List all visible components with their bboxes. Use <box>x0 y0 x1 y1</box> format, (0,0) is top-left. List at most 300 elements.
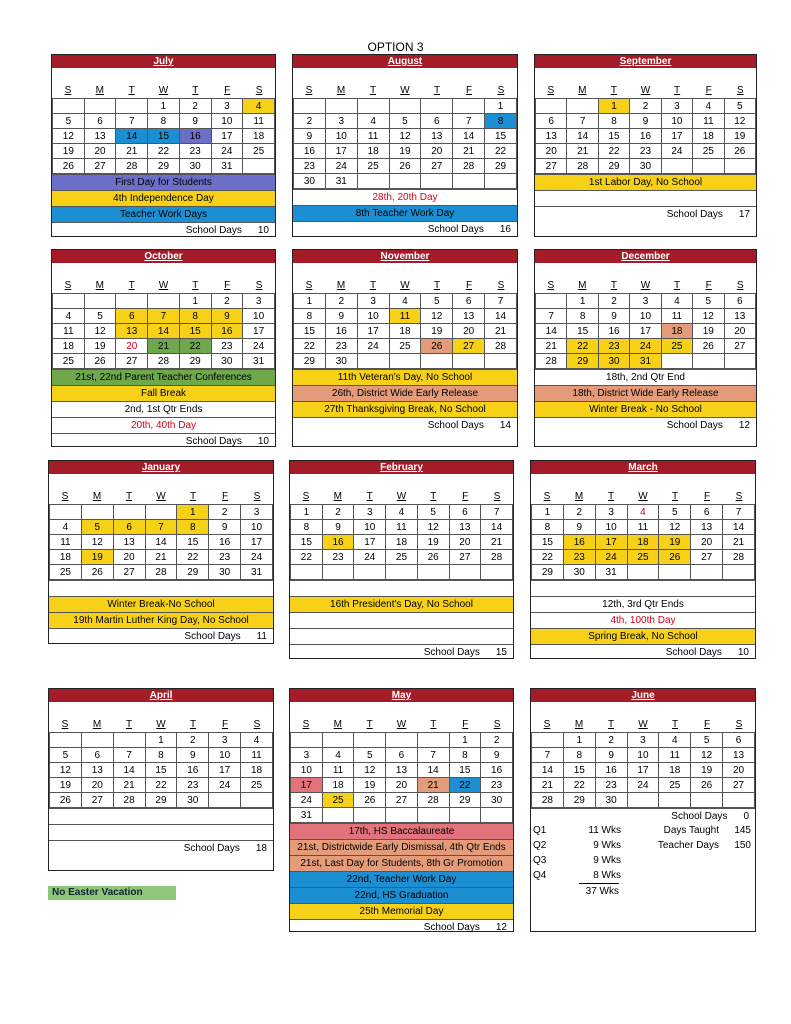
empty-cell <box>84 99 116 114</box>
day-cell: 15 <box>177 535 209 550</box>
day-cell: 19 <box>354 778 386 793</box>
day-cell: 28 <box>145 565 177 580</box>
day-cell: 22 <box>145 778 177 793</box>
day-cell: 12 <box>417 520 449 535</box>
day-cell: 31 <box>595 565 627 580</box>
day-cell: 1 <box>294 294 326 309</box>
day-cell: 21 <box>723 535 755 550</box>
school-days-label: School Days <box>666 420 723 431</box>
empty-cell <box>294 99 326 114</box>
day-cell: 2 <box>322 505 354 520</box>
calendar-grid <box>52 293 275 369</box>
weekday-label: T <box>607 719 615 730</box>
school-days-row <box>535 206 756 221</box>
school-days-label: School Days <box>665 647 722 658</box>
empty-cell <box>322 808 354 823</box>
school-days-row <box>49 628 273 643</box>
event-note: 26th, District Wide Early Release <box>293 385 517 401</box>
school-days-row <box>49 840 273 855</box>
day-cell: 23 <box>595 778 627 793</box>
day-cell: 3 <box>243 294 275 309</box>
weekday-header <box>49 490 273 504</box>
weekday-label: T <box>610 85 617 96</box>
weekday-label: T <box>128 280 135 291</box>
weekday-label: T <box>674 280 681 291</box>
empty-cell <box>209 793 241 808</box>
weekday-label: T <box>128 85 135 96</box>
month-july <box>51 54 276 237</box>
event-note <box>49 808 273 824</box>
day-cell: 6 <box>536 114 567 129</box>
day-cell: 12 <box>421 309 453 324</box>
day-cell: 11 <box>389 309 421 324</box>
day-cell: 14 <box>113 763 145 778</box>
event-note: 21st, Districtwide Early Dismissal, 4th Qtr Ends <box>290 839 513 855</box>
day-cell: 14 <box>532 763 564 778</box>
day-cell: 19 <box>84 339 116 354</box>
empty-cell <box>243 159 275 174</box>
weekday-header <box>535 279 756 293</box>
day-cell: 21 <box>481 535 513 550</box>
weekday-label: S <box>64 280 72 291</box>
day-cell: 18 <box>322 778 354 793</box>
day-cell: 20 <box>386 778 418 793</box>
day-cell: 2 <box>294 114 326 129</box>
day-cell: 21 <box>532 778 564 793</box>
day-cell: 2 <box>595 733 627 748</box>
day-cell: 17 <box>291 778 323 793</box>
day-cell: 30 <box>598 354 629 369</box>
day-cell: 31 <box>243 354 275 369</box>
easter-note: No Easter Vacation <box>48 886 176 900</box>
day-cell: 22 <box>179 339 211 354</box>
month-may <box>289 688 514 932</box>
month-header: February <box>290 461 513 474</box>
day-cell: 10 <box>211 114 243 129</box>
day-cell: 16 <box>481 763 513 778</box>
day-cell: 1 <box>291 505 323 520</box>
day-cell: 29 <box>485 159 517 174</box>
event-note <box>290 580 513 596</box>
day-cell: 10 <box>243 309 275 324</box>
empty-cell <box>421 99 453 114</box>
empty-cell <box>659 793 691 808</box>
day-cell: 13 <box>453 309 485 324</box>
event-note: 16th President's Day, No School <box>290 596 513 612</box>
day-cell: 13 <box>81 763 113 778</box>
weekday-label: S <box>493 719 501 730</box>
day-cell: 9 <box>294 129 326 144</box>
day-cell: 27 <box>723 778 755 793</box>
day-cell: 19 <box>659 535 691 550</box>
day-cell: 2 <box>179 99 211 114</box>
weekday-label: T <box>366 719 373 730</box>
day-cell: 22 <box>485 144 517 159</box>
quarter-label: Q1 <box>533 825 547 836</box>
day-cell: 25 <box>243 144 275 159</box>
empty-cell <box>532 733 564 748</box>
day-cell: 4 <box>693 99 724 114</box>
day-cell: 17 <box>595 535 627 550</box>
day-cell: 16 <box>177 763 209 778</box>
day-cell: 10 <box>595 520 627 535</box>
day-cell: 4 <box>322 748 354 763</box>
weekday-label: W <box>156 491 166 502</box>
day-cell: 27 <box>386 793 418 808</box>
day-cell: 14 <box>116 129 148 144</box>
event-note: 4th, 100th Day <box>531 612 755 628</box>
empty-cell <box>449 565 481 580</box>
day-cell: 7 <box>536 309 567 324</box>
school-days-value: 0 <box>743 811 749 822</box>
day-cell: 9 <box>179 114 211 129</box>
day-cell: 26 <box>50 793 82 808</box>
weekday-label: M <box>92 719 102 730</box>
day-cell: 11 <box>241 748 273 763</box>
day-cell: 11 <box>386 520 418 535</box>
weekday-label: T <box>192 85 199 96</box>
day-cell: 20 <box>691 535 723 550</box>
event-note: Spring Break, No School <box>531 628 755 644</box>
school-days-label: School Days <box>185 436 242 447</box>
day-cell: 16 <box>563 535 595 550</box>
day-cell: 22 <box>449 778 481 793</box>
weekday-label: W <box>156 719 166 730</box>
weekday-label: S <box>302 719 310 730</box>
day-cell: 7 <box>453 114 485 129</box>
day-cell: 12 <box>659 520 691 535</box>
day-cell: 30 <box>179 159 211 174</box>
day-cell: 28 <box>567 159 598 174</box>
day-cell: 23 <box>209 550 241 565</box>
weekday-label: F <box>705 85 712 96</box>
day-cell: 18 <box>661 324 692 339</box>
event-note: Winter Break - No School <box>535 401 756 417</box>
weekday-label: S <box>305 280 313 291</box>
month-header: April <box>49 689 273 702</box>
day-cell: 7 <box>532 748 564 763</box>
day-cell: 2 <box>598 294 629 309</box>
weekday-label: M <box>574 719 584 730</box>
weekday-label: T <box>607 491 615 502</box>
school-days-row <box>290 644 513 659</box>
day-cell: 6 <box>453 294 485 309</box>
weekday-label: T <box>189 491 197 502</box>
month-header: September <box>535 55 756 68</box>
weekday-label: W <box>158 280 169 291</box>
day-cell: 19 <box>421 324 453 339</box>
day-cell: 22 <box>567 339 598 354</box>
weekday-label: S <box>305 85 313 96</box>
day-cell: 20 <box>449 535 481 550</box>
day-cell: 24 <box>595 550 627 565</box>
day-cell: 4 <box>659 733 691 748</box>
day-cell: 24 <box>211 144 243 159</box>
day-cell: 12 <box>53 129 85 144</box>
day-cell: 4 <box>50 520 82 535</box>
empty-cell <box>116 294 148 309</box>
day-cell: 16 <box>595 763 627 778</box>
day-cell: 4 <box>53 309 85 324</box>
day-cell: 21 <box>116 144 148 159</box>
weekday-label: F <box>462 719 469 730</box>
day-cell: 6 <box>723 733 755 748</box>
day-cell: 20 <box>116 339 148 354</box>
day-cell: 11 <box>357 129 389 144</box>
weekday-label: S <box>547 85 555 96</box>
day-cell: 22 <box>148 144 180 159</box>
weekday-label: T <box>125 719 133 730</box>
day-cell: 25 <box>53 354 85 369</box>
day-cell: 18 <box>53 339 85 354</box>
day-cell: 1 <box>177 505 209 520</box>
empty-cell <box>417 808 449 823</box>
day-cell: 20 <box>84 144 116 159</box>
empty-cell <box>241 793 273 808</box>
event-note: 20th, 40th Day <box>52 417 275 433</box>
day-cell: 16 <box>294 144 326 159</box>
day-cell: 9 <box>322 520 354 535</box>
weekday-label: S <box>735 719 743 730</box>
day-cell: 22 <box>177 550 209 565</box>
day-cell: 19 <box>724 129 755 144</box>
day-cell: 30 <box>595 793 627 808</box>
empty-cell <box>693 159 724 174</box>
day-cell: 20 <box>724 324 755 339</box>
day-cell: 15 <box>148 129 180 144</box>
month-january <box>48 460 274 644</box>
day-cell: 24 <box>209 778 241 793</box>
day-cell: 14 <box>417 763 449 778</box>
day-cell: 14 <box>567 129 598 144</box>
day-cell: 5 <box>691 733 723 748</box>
day-cell: 29 <box>567 354 598 369</box>
calendar-grid <box>531 504 755 580</box>
days-taught-label: Days Taught <box>663 825 719 836</box>
day-cell: 1 <box>563 733 595 748</box>
day-cell: 16 <box>179 129 211 144</box>
empty-cell <box>724 354 755 369</box>
month-header: November <box>293 250 517 263</box>
day-cell: 30 <box>177 793 209 808</box>
empty-cell <box>386 565 418 580</box>
weekday-label: M <box>95 85 104 96</box>
month-june <box>530 688 756 932</box>
page-title: OPTION 3 <box>367 40 424 54</box>
school-days-label: School Days <box>666 209 723 220</box>
day-cell: 29 <box>145 793 177 808</box>
day-cell: 26 <box>53 159 85 174</box>
day-cell: 21 <box>148 339 180 354</box>
day-cell: 13 <box>723 748 755 763</box>
event-note: 28th, 20th Day <box>293 189 517 205</box>
day-cell: 25 <box>389 339 421 354</box>
day-cell: 7 <box>567 114 598 129</box>
weekday-label: T <box>430 491 437 502</box>
day-cell: 1 <box>145 733 177 748</box>
day-cell: 27 <box>116 354 148 369</box>
day-cell: 22 <box>563 778 595 793</box>
day-cell: 3 <box>357 294 389 309</box>
calendar-grid <box>52 98 275 174</box>
school-days-row <box>293 221 517 236</box>
school-days-label: School Days <box>427 224 484 235</box>
day-cell: 19 <box>389 144 421 159</box>
day-cell: 13 <box>449 520 481 535</box>
day-cell: 6 <box>724 294 755 309</box>
day-cell: 3 <box>291 748 323 763</box>
day-cell: 15 <box>598 129 629 144</box>
weekday-label: F <box>224 280 231 291</box>
empty-cell <box>322 565 354 580</box>
weekday-label: S <box>255 280 263 291</box>
day-cell: 30 <box>563 565 595 580</box>
weekday-header <box>531 718 755 732</box>
day-cell: 17 <box>211 129 243 144</box>
day-cell: 10 <box>661 114 692 129</box>
day-cell: 3 <box>209 733 241 748</box>
day-cell: 16 <box>322 535 354 550</box>
day-cell: 9 <box>630 114 661 129</box>
day-cell: 16 <box>598 324 629 339</box>
empty-cell <box>148 294 180 309</box>
event-note: 8th Teacher Work Day <box>293 205 517 221</box>
day-cell: 7 <box>723 505 755 520</box>
weekday-label: F <box>224 85 231 96</box>
day-cell: 11 <box>659 748 691 763</box>
day-cell: 20 <box>536 144 567 159</box>
day-cell: 17 <box>354 535 386 550</box>
day-cell: 17 <box>241 535 273 550</box>
empty-cell <box>291 565 323 580</box>
day-cell: 8 <box>179 309 211 324</box>
day-cell: 8 <box>145 748 177 763</box>
day-cell: 19 <box>53 144 85 159</box>
day-cell: 29 <box>598 159 629 174</box>
day-cell: 12 <box>691 748 723 763</box>
day-cell: 23 <box>563 550 595 565</box>
day-cell: 23 <box>325 339 357 354</box>
day-cell: 31 <box>325 174 357 189</box>
day-cell: 17 <box>209 763 241 778</box>
day-cell: 29 <box>179 354 211 369</box>
day-cell: 18 <box>693 129 724 144</box>
empty-cell <box>481 808 513 823</box>
empty-cell <box>386 733 418 748</box>
day-cell: 8 <box>563 748 595 763</box>
weekday-label: W <box>400 280 410 291</box>
empty-cell <box>453 99 485 114</box>
weekday-label: S <box>255 85 263 96</box>
weekday-header <box>535 84 756 98</box>
event-note <box>531 580 755 596</box>
day-cell: 29 <box>532 565 564 580</box>
day-cell: 4 <box>243 99 275 114</box>
weekday-label: T <box>189 719 197 730</box>
empty-cell <box>354 565 386 580</box>
empty-cell <box>50 505 82 520</box>
day-cell: 5 <box>389 114 421 129</box>
day-cell: 11 <box>627 520 659 535</box>
day-cell: 13 <box>113 535 145 550</box>
event-note <box>535 190 756 206</box>
day-cell: 8 <box>148 114 180 129</box>
teacher-days-label: Teacher Days <box>657 840 719 851</box>
day-cell: 13 <box>536 129 567 144</box>
quarter-row <box>531 823 755 838</box>
day-cell: 25 <box>627 550 659 565</box>
event-note: 17th, HS Baccalaureate <box>290 823 513 839</box>
day-cell: 28 <box>116 159 148 174</box>
day-cell: 5 <box>50 748 82 763</box>
day-cell: 18 <box>389 324 421 339</box>
day-cell: 19 <box>691 763 723 778</box>
day-cell: 30 <box>294 174 326 189</box>
day-cell: 6 <box>81 748 113 763</box>
day-cell: 9 <box>563 520 595 535</box>
day-cell: 17 <box>357 324 389 339</box>
weekday-label: S <box>547 280 555 291</box>
empty-cell <box>53 294 85 309</box>
month-september <box>534 54 757 237</box>
day-cell: 19 <box>693 324 724 339</box>
weekday-label: S <box>497 85 505 96</box>
calendar-grid <box>290 732 513 823</box>
day-cell: 15 <box>145 763 177 778</box>
day-cell: 3 <box>241 505 273 520</box>
school-days-row <box>531 644 755 659</box>
day-cell: 1 <box>179 294 211 309</box>
school-days-label: School Days <box>184 631 241 642</box>
day-cell: 21 <box>453 144 485 159</box>
day-cell: 21 <box>417 778 449 793</box>
day-cell: 28 <box>723 550 755 565</box>
quarter-weeks: 11 Wks <box>588 825 621 836</box>
weekday-label: F <box>703 491 711 502</box>
day-cell: 3 <box>354 505 386 520</box>
weekday-label: S <box>61 719 69 730</box>
day-cell: 3 <box>630 294 661 309</box>
day-cell: 3 <box>325 114 357 129</box>
weekday-label: W <box>400 85 410 96</box>
month-header: October <box>52 250 275 263</box>
empty-cell <box>661 159 692 174</box>
event-note: 2nd, 1st Qtr Ends <box>52 401 275 417</box>
weekday-label: S <box>735 491 743 502</box>
calendar-grid <box>535 98 756 174</box>
weekday-label: T <box>610 280 617 291</box>
day-cell: 18 <box>243 129 275 144</box>
day-cell: 3 <box>211 99 243 114</box>
empty-cell <box>357 354 389 369</box>
empty-cell <box>724 159 755 174</box>
day-cell: 3 <box>627 733 659 748</box>
weekday-label: S <box>253 491 261 502</box>
empty-cell <box>116 99 148 114</box>
school-days-label: School Days <box>185 225 242 236</box>
quarter-row <box>531 838 755 853</box>
school-days-row <box>290 919 513 934</box>
quarter-label: Q2 <box>533 840 547 851</box>
day-cell: 14 <box>148 324 180 339</box>
day-cell: 11 <box>243 114 275 129</box>
day-cell: 25 <box>241 778 273 793</box>
day-cell: 9 <box>325 309 357 324</box>
school-days-row <box>52 222 275 237</box>
quarter-row <box>531 853 755 868</box>
day-cell: 15 <box>291 535 323 550</box>
day-cell: 16 <box>630 129 661 144</box>
